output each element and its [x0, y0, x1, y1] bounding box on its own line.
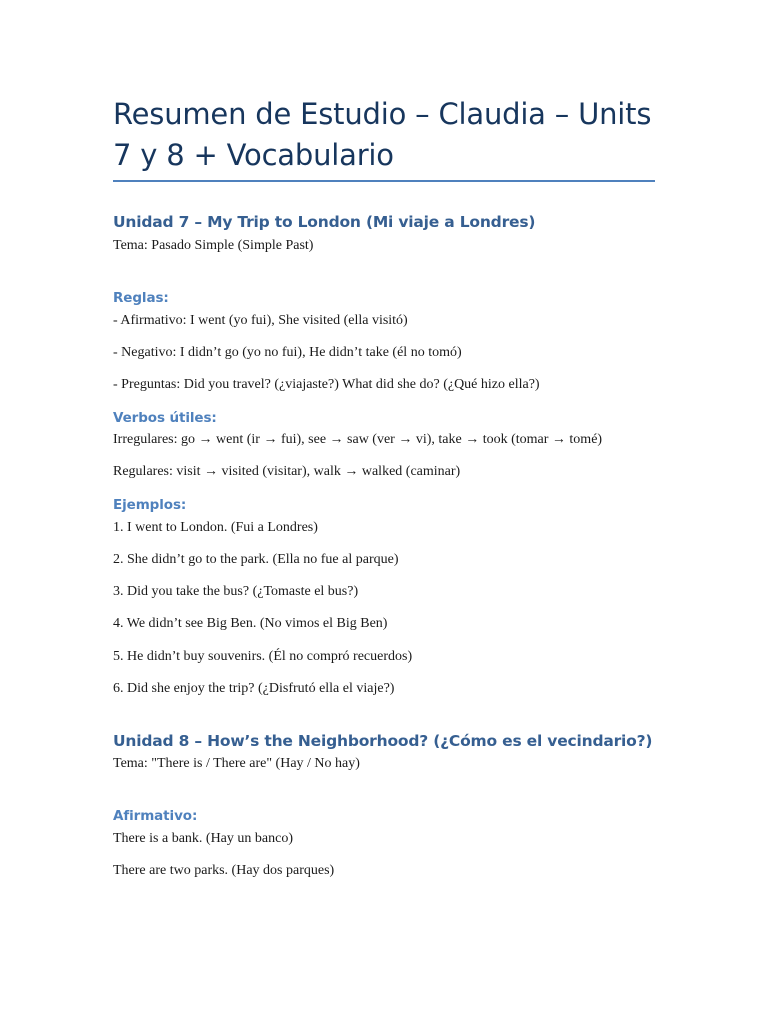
regla-preguntas: - Preguntas: Did you travel? (¿viajaste?) What did she do? (¿Qué hizo ella?) [113, 377, 540, 392]
afirmativo-1: There is a bank. (Hay un banco) [113, 831, 293, 846]
unit7-verbos-heading: Verbos útiles: [113, 410, 217, 426]
unit8-afirmativo-heading: Afirmativo: [113, 808, 198, 824]
ejemplo-6: 6. Did she enjoy the trip? (¿Disfrutó ella el viaje?) [113, 681, 395, 696]
regla-afirmativo: - Afirmativo: I went (yo fui), She visited (ella visitó) [113, 313, 408, 328]
verbos-regulares: Regulares: visit → visited (visitar), walk → walked (caminar) [113, 464, 461, 479]
ejemplo-5: 5. He didn’t buy souvenirs. (Él no compró recuerdos) [113, 649, 413, 664]
ejemplo-2: 2. She didn’t go to the park. (Ella no fue al parque) [113, 552, 399, 567]
verbos-irregulares: Irregulares: go → went (ir → fui), see → saw (ver → vi), take → took (tomar → tomé) [113, 432, 603, 447]
unit7-ejemplos-heading: Ejemplos: [113, 497, 187, 513]
ejemplo-4: 4. We didn’t see Big Ben. (No vimos el Big Ben) [113, 616, 388, 631]
regla-negativo: - Negativo: I didn’t go (yo no fui), He didn’t take (él no tomó) [113, 345, 462, 360]
ejemplo-1: 1. I went to London. (Fui a Londres) [113, 520, 318, 535]
unit8-tema: Tema: "There is / There are" (Hay / No hay) [113, 756, 360, 771]
unit8-heading: Unidad 8 – How’s the Neighborhood? (¿Cómo es el vecindario?) [113, 732, 653, 750]
unit7-heading: Unidad 7 – My Trip to London (Mi viaje a Londres) [113, 213, 536, 231]
title-divider [113, 180, 655, 182]
unit7-tema: Tema: Pasado Simple (Simple Past) [113, 238, 314, 253]
ejemplo-3: 3. Did you take the bus? (¿Tomaste el bus?) [113, 584, 359, 599]
afirmativo-2: There are two parks. (Hay dos parques) [113, 863, 335, 878]
document-title: Resumen de Estudio – Claudia – Units 7 y 8 + Vocabulario [113, 97, 652, 172]
unit7-reglas-heading: Reglas: [113, 290, 169, 306]
